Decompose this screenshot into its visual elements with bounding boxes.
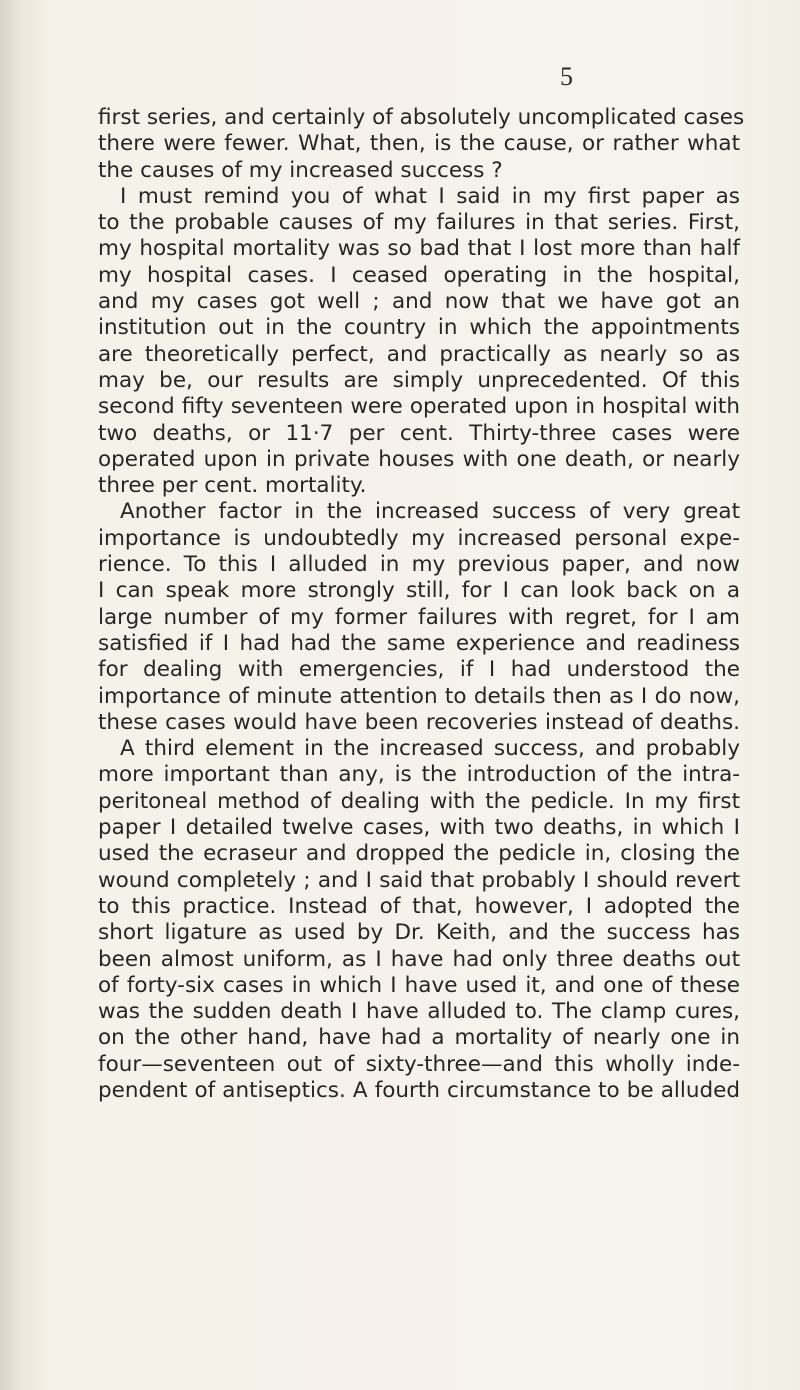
text-line: these cases would have been recoveries instead of deaths. <box>98 709 740 735</box>
text-line: to this practice. Instead of that, however, I adopted the <box>98 893 740 919</box>
text-line: wound completely ; and I said that probably I should revert <box>98 867 740 893</box>
text-line: on the other hand, have had a mortality of nearly one in <box>98 1025 740 1051</box>
text-line: more important than any, is the introduction of the intra- <box>98 762 740 788</box>
text-line: Another factor in the increased success of very great <box>120 499 740 525</box>
text-line: short ligature as used by Dr. Keith, and the success has <box>98 920 740 946</box>
paragraph <box>98 736 740 1104</box>
text-line: my hospital cases. I ceased operating in the hospital, <box>98 262 740 288</box>
text-line: to the probable causes of my failures in that series. First, <box>98 210 740 236</box>
text-line: peritoneal method of dealing with the pedicle. In my first <box>98 788 740 814</box>
text-line: of forty-six cases in which I have used it, and one of these <box>98 972 740 998</box>
text-line: institution out in the country in which the appointments <box>98 315 740 341</box>
text-line: rience. To this I alluded in my previous paper, and now <box>98 552 740 578</box>
text-line: satisfied if I had had the same experience and readiness <box>98 630 740 656</box>
text-line: I can speak more strongly still, for I can look back on a <box>98 578 740 604</box>
text-line: may be, our results are simply unprecedented. Of this <box>98 367 740 393</box>
text-line: was the sudden death I have alluded to. The clamp cures, <box>98 999 740 1025</box>
paragraph <box>98 499 740 736</box>
text-line: been almost uniform, as I have had only three deaths out <box>98 946 740 972</box>
text-line: A third element in the increased success, and probably <box>120 736 740 762</box>
text-line: three per cent. mortality. <box>98 473 367 499</box>
text-line: my hospital mortality was so bad that I lost more than half <box>98 236 740 262</box>
text-line: operated upon in private houses with one death, or nearly <box>98 446 740 472</box>
paragraph <box>98 105 745 184</box>
text-line: first series, and certainly of absolutely uncomplicated cases <box>98 105 745 130</box>
text-line: four—seventeen out of sixty-three—and this wholly inde- <box>98 1051 740 1077</box>
text-line: for dealing with emergencies, if I had understood the <box>98 657 740 683</box>
text-line: there were fewer. What, then, is the cause, or rather what <box>98 131 740 157</box>
text-line: used the ecraseur and dropped the pedicle in, closing the <box>98 841 740 867</box>
text-line: two deaths, or 11·7 per cent. Thirty-three cases were <box>98 420 740 446</box>
text-line: second fifty seventeen were operated upon in hospital with <box>98 394 740 420</box>
text-line: importance is undoubtedly my increased personal expe- <box>98 525 740 551</box>
text-line: I must remind you of what I said in my first paper as <box>120 183 740 209</box>
text-line: large number of my former failures with regret, for I am <box>98 604 740 630</box>
text-line: paper I detailed twelve cases, with two deaths, in which I <box>98 815 740 841</box>
text-line: pendent of antiseptics. A fourth circumstance to be alluded <box>98 1077 740 1103</box>
text-line: and my cases got well ; and now that we have got an <box>98 289 740 315</box>
page-number: 5 <box>560 62 573 91</box>
text-line: the causes of my increased success ? <box>98 157 503 183</box>
text-line: importance of minute attention to details then as I do now, <box>98 683 740 709</box>
text-line: are theoretically perfect, and practically as nearly so as <box>98 341 740 367</box>
paragraph <box>98 184 740 500</box>
body-text <box>98 105 745 1104</box>
